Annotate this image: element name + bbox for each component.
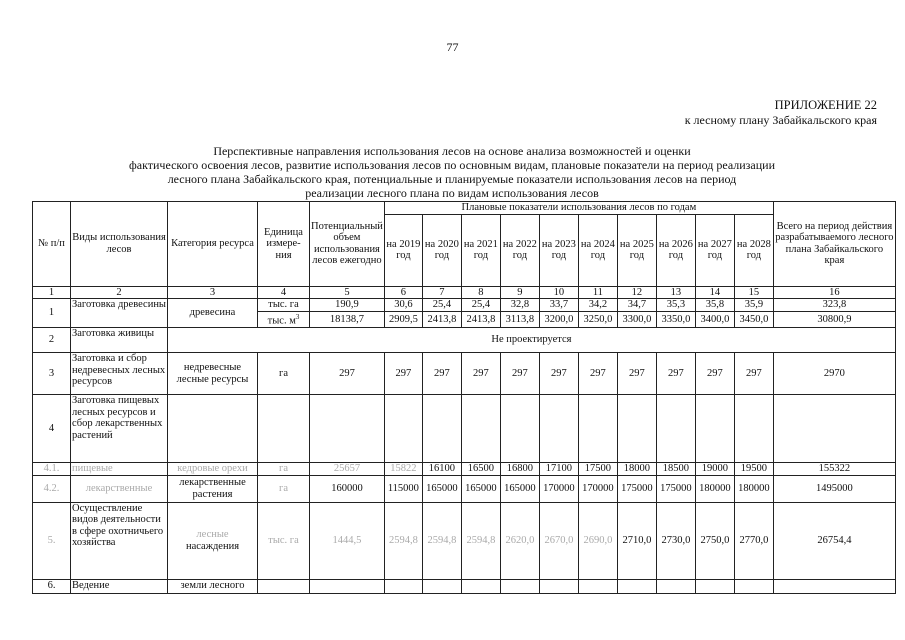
table-cell: 15822 — [384, 463, 422, 476]
table-cell: 1495000 — [773, 475, 895, 502]
table-cell — [773, 395, 895, 463]
table-cell: 3250,0 — [578, 312, 617, 328]
row-type: Заготовка и сбор недревесных лесных ресурсов — [71, 353, 168, 395]
table-cell — [461, 395, 500, 463]
table-cell — [310, 395, 385, 463]
table-cell: 3350,0 — [656, 312, 695, 328]
table-cell: 297 — [539, 353, 578, 395]
table-cell — [168, 395, 258, 463]
table-cell: 115000 — [384, 475, 422, 502]
header-num: № п/п — [33, 202, 71, 287]
table-cell: 2750,0 — [695, 502, 734, 579]
table-cell — [384, 579, 422, 593]
table-cell: 155322 — [773, 463, 895, 476]
header-year: на 2023 год — [539, 214, 578, 286]
column-number: 14 — [695, 286, 734, 299]
row-category: древесина — [168, 299, 258, 328]
table-cell: 323,8 — [773, 299, 895, 312]
header-year: на 2019 год — [384, 214, 422, 286]
table-cell — [734, 579, 773, 593]
row-unit: га — [258, 475, 310, 502]
table-cell — [384, 395, 422, 463]
table-cell: 165000 — [500, 475, 539, 502]
table-cell: 35,9 — [734, 299, 773, 312]
table-cell: 2730,0 — [656, 502, 695, 579]
title-line: фактического освоения лесов, развитие использования лесов по основным видам, плановые показатели на период реализации — [128, 158, 775, 172]
unit-label: тыс. м — [267, 315, 296, 327]
row-unit — [258, 312, 310, 328]
table-cell: 2594,8 — [461, 502, 500, 579]
table-cell: 25,4 — [461, 299, 500, 312]
row-type: Заготовка пищевых лесных ресурсов и сбор лекарственных растений — [71, 395, 168, 463]
table-cell: 17500 — [578, 463, 617, 476]
header-year: на 2027 год — [695, 214, 734, 286]
column-number: 16 — [773, 286, 895, 299]
table-cell: 297 — [500, 353, 539, 395]
table-cell — [539, 579, 578, 593]
appendix-subtitle: к лесному плану Забайкальского края — [684, 113, 877, 127]
column-number: 5 — [310, 286, 385, 299]
column-number: 7 — [422, 286, 461, 299]
document-title — [92, 144, 812, 200]
table-cell — [539, 395, 578, 463]
column-number: 12 — [617, 286, 656, 299]
table-cell: 33,7 — [539, 299, 578, 312]
table-cell: 19500 — [734, 463, 773, 476]
row-type: лекарственные — [71, 475, 168, 502]
appendix-header — [685, 98, 877, 128]
table-cell: 18500 — [656, 463, 695, 476]
table-cell: 2594,8 — [384, 502, 422, 579]
table-cell: 297 — [461, 353, 500, 395]
row-category: лекарственные растения — [168, 475, 258, 502]
table-cell: 2710,0 — [617, 502, 656, 579]
table-cell — [422, 579, 461, 593]
row-category: земли лесного — [168, 579, 258, 593]
column-number: 8 — [461, 286, 500, 299]
table-cell — [617, 579, 656, 593]
category-line: насаждения — [185, 540, 240, 552]
table-cell: 165000 — [461, 475, 500, 502]
table-cell: 19000 — [695, 463, 734, 476]
table-cell — [310, 579, 385, 593]
table-cell: 175000 — [617, 475, 656, 502]
row-type: Заготовка древесины — [71, 299, 168, 328]
table-cell: 3450,0 — [734, 312, 773, 328]
row-note: Не проектируется — [168, 328, 896, 353]
table-cell — [656, 395, 695, 463]
table-cell: 170000 — [539, 475, 578, 502]
row-type: Осуществление видов деятельности в сфере охотничьего хозяйства — [71, 502, 168, 579]
row-num: 6. — [33, 579, 71, 593]
table-cell — [578, 579, 617, 593]
table-cell — [258, 579, 310, 593]
table-cell — [258, 395, 310, 463]
row-category — [168, 502, 258, 579]
header-year: на 2025 год — [617, 214, 656, 286]
table-cell — [578, 395, 617, 463]
column-number: 11 — [578, 286, 617, 299]
table-cell: 16800 — [500, 463, 539, 476]
table-cell — [617, 395, 656, 463]
row-num: 2 — [33, 328, 71, 353]
table-cell — [500, 579, 539, 593]
row-num: 3 — [33, 353, 71, 395]
table-cell — [734, 395, 773, 463]
header-year: на 2022 год — [500, 214, 539, 286]
table-cell: 297 — [656, 353, 695, 395]
header-year: на 2024 год — [578, 214, 617, 286]
table-cell: 180000 — [734, 475, 773, 502]
table-cell: 34,7 — [617, 299, 656, 312]
table-cell: 17100 — [539, 463, 578, 476]
table-cell — [695, 395, 734, 463]
table-cell: 297 — [695, 353, 734, 395]
table-cell — [656, 579, 695, 593]
unit-superscript: 3 — [295, 313, 300, 321]
table-cell: 170000 — [578, 475, 617, 502]
table-cell: 18138,7 — [310, 312, 385, 328]
table-cell: 3113,8 — [500, 312, 539, 328]
table-cell: 2413,8 — [422, 312, 461, 328]
table-cell: 30,6 — [384, 299, 422, 312]
table-cell: 2970 — [773, 353, 895, 395]
table-cell: 3200,0 — [539, 312, 578, 328]
header-category: Категория ресурса — [168, 202, 258, 287]
table-cell: 297 — [422, 353, 461, 395]
title-line: Перспективные направления использования лесов на основе анализа возможностей и оценки — [213, 144, 691, 158]
table-cell — [773, 579, 895, 593]
table-cell: 16500 — [461, 463, 500, 476]
header-year: на 2021 год — [461, 214, 500, 286]
row-type: Ведение — [71, 579, 168, 593]
table-cell: 2620,0 — [500, 502, 539, 579]
table-cell: 25,4 — [422, 299, 461, 312]
table-cell: 30800,9 — [773, 312, 895, 328]
table-cell: 297 — [617, 353, 656, 395]
table-cell: 26754,4 — [773, 502, 895, 579]
column-number: 10 — [539, 286, 578, 299]
row-unit: тыс. га — [258, 502, 310, 579]
header-year: на 2028 год — [734, 214, 773, 286]
table-cell: 2690,0 — [578, 502, 617, 579]
header-year: на 2026 год — [656, 214, 695, 286]
table-cell — [695, 579, 734, 593]
row-unit: га — [258, 463, 310, 476]
table-cell: 3300,0 — [617, 312, 656, 328]
column-number: 4 — [258, 286, 310, 299]
table-cell: 2670,0 — [539, 502, 578, 579]
row-num: 4.1. — [33, 463, 71, 476]
table-cell: 297 — [578, 353, 617, 395]
column-number: 3 — [168, 286, 258, 299]
table-cell: 3400,0 — [695, 312, 734, 328]
table-cell — [422, 395, 461, 463]
table-cell: 18000 — [617, 463, 656, 476]
title-line: лесного плана Забайкальского края, потенциальные и планируемые показатели использования лесов на период — [167, 172, 737, 186]
table-cell: 16100 — [422, 463, 461, 476]
row-num: 4 — [33, 395, 71, 463]
column-number: 6 — [384, 286, 422, 299]
header-planned: Плановые показатели использования лесов по годам — [384, 202, 773, 215]
table-cell: 175000 — [656, 475, 695, 502]
table-cell: 190,9 — [310, 299, 385, 312]
column-number: 1 — [33, 286, 71, 299]
table-cell: 297 — [734, 353, 773, 395]
column-number: 13 — [656, 286, 695, 299]
appendix-label: ПРИЛОЖЕНИЕ 22 — [774, 98, 877, 112]
row-num: 5. — [33, 502, 71, 579]
row-type: пищевые — [71, 463, 168, 476]
header-potential: Потенциальный объем использования лесов ежегодно — [310, 202, 385, 287]
table-cell: 2413,8 — [461, 312, 500, 328]
table-cell: 25657 — [310, 463, 385, 476]
table-cell: 1444,5 — [310, 502, 385, 579]
table-cell: 2770,0 — [734, 502, 773, 579]
header-year: на 2020 год — [422, 214, 461, 286]
column-number: 2 — [71, 286, 168, 299]
header-type: Виды использования лесов — [71, 202, 168, 287]
table-cell — [500, 395, 539, 463]
table-cell: 165000 — [422, 475, 461, 502]
table-cell: 297 — [384, 353, 422, 395]
row-num: 4.2. — [33, 475, 71, 502]
table-cell: 180000 — [695, 475, 734, 502]
forest-use-table — [32, 201, 896, 594]
row-type: Заготовка живицы — [71, 328, 168, 353]
table-cell: 35,3 — [656, 299, 695, 312]
row-unit: га — [258, 353, 310, 395]
table-cell: 2594,8 — [422, 502, 461, 579]
title-line: реализации лесного плана по видам использования лесов — [305, 186, 599, 200]
table-cell — [461, 579, 500, 593]
header-total: Всего на период действия разрабатываемого лесного плана Забайкальского края — [773, 202, 895, 287]
table-cell: 297 — [310, 353, 385, 395]
table-cell: 35,8 — [695, 299, 734, 312]
table-cell: 160000 — [310, 475, 385, 502]
column-number: 9 — [500, 286, 539, 299]
table-cell: 32,8 — [500, 299, 539, 312]
category-line: лесные — [196, 529, 229, 540]
column-number: 15 — [734, 286, 773, 299]
header-unit: Единица измере-ния — [258, 202, 310, 287]
row-unit: тыс. га — [258, 299, 310, 312]
row-category: кедровые орехи — [168, 463, 258, 476]
row-num: 1 — [33, 299, 71, 328]
page-number: 77 — [446, 40, 459, 54]
table-cell: 2909,5 — [384, 312, 422, 328]
row-category: недревесные лесные ресурсы — [168, 353, 258, 395]
table-cell: 34,2 — [578, 299, 617, 312]
